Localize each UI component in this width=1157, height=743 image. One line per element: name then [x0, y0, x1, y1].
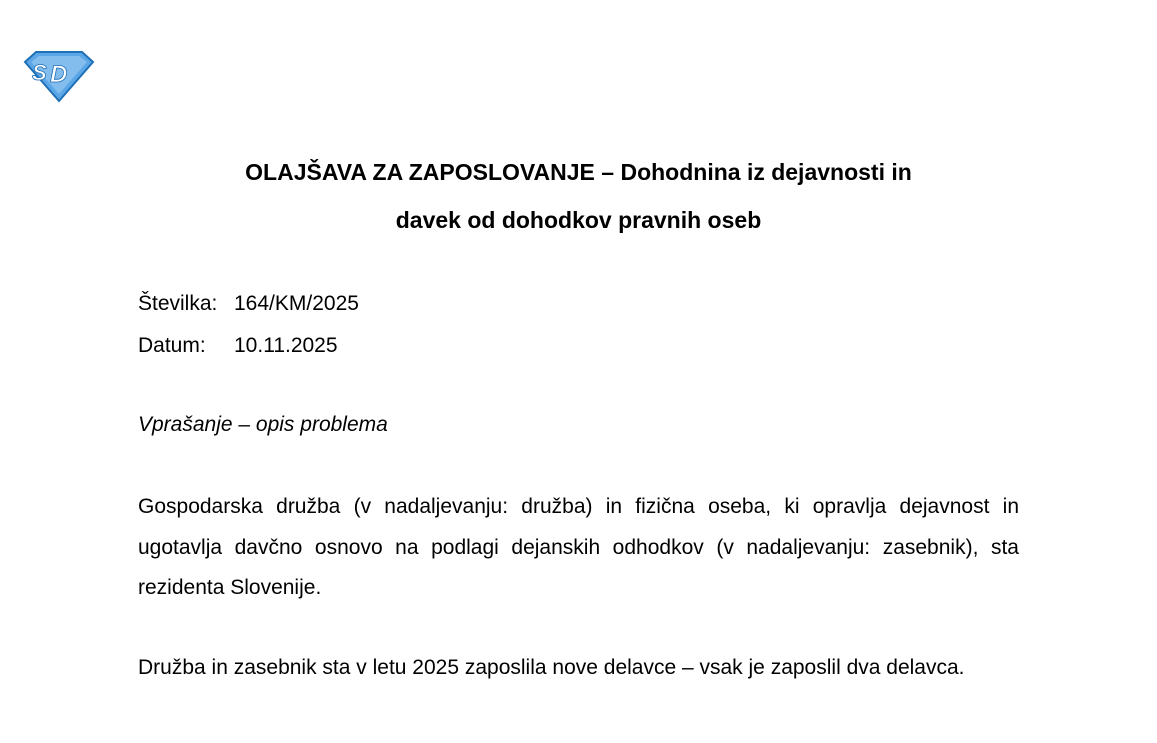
document-number-row	[138, 292, 359, 316]
document-date-value: 10.11.2025	[234, 334, 338, 357]
body-paragraph: Gospodarska družba (v nadaljevanju: družba) in fizična oseba, ki opravlja dejavnost in ugotavlja davčno osnovo na podlagi dejanskih odhodkov (v nadaljevanju: zasebnik), sta rezidenta Slovenije.	[138, 495, 1019, 599]
section-heading: Vprašanje – opis problema	[138, 413, 388, 436]
body-paragraph: Družba in zasebnik sta v letu 2025 zaposlila nove delavce – vsak je zaposlil dva delavca.	[138, 656, 965, 679]
document-title-line-2: davek od dohodkov pravnih oseb	[395, 207, 762, 233]
document-number-value: 164/KM/2025	[234, 292, 359, 315]
sd-shield-logo-icon	[22, 48, 96, 104]
svg-text:D: D	[50, 61, 68, 88]
document-date-row	[138, 334, 338, 358]
document-number-label: Številka:	[138, 292, 218, 315]
document-date-label: Datum:	[138, 334, 206, 357]
document-title-line-1: OLAJŠAVA ZA ZAPOSLOVANJE – Dohodnina iz dejavnosti in	[245, 159, 912, 185]
svg-text:S: S	[32, 60, 47, 85]
